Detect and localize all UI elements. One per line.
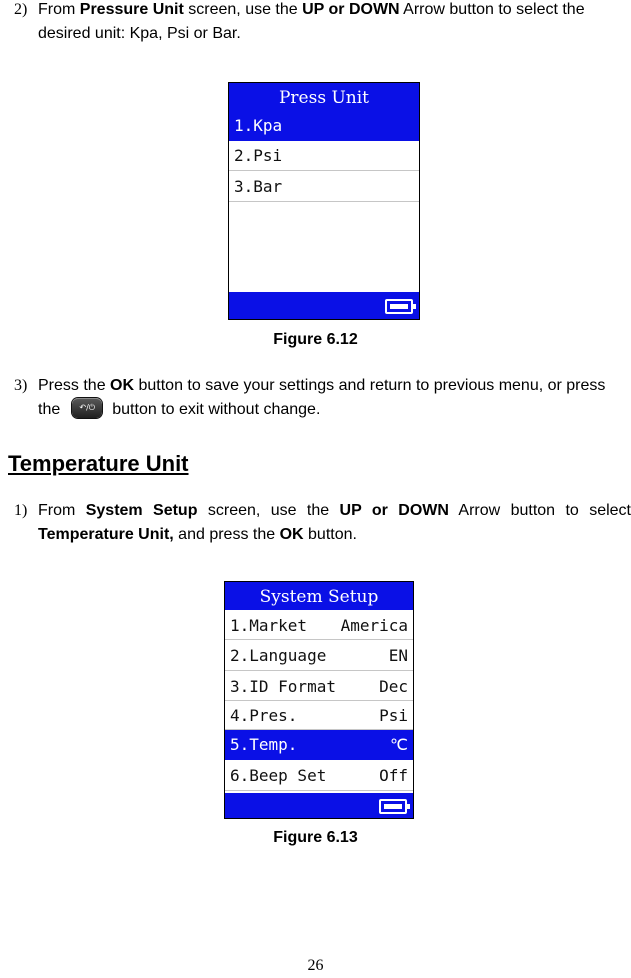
screen-title: System Setup: [225, 582, 413, 610]
screen-title: Press Unit: [229, 83, 419, 111]
text: screen, use the: [197, 502, 340, 519]
text: button to save your settings and return to previous menu, or press the: [38, 377, 606, 418]
system-setup-screen: [224, 581, 414, 819]
battery-icon: [385, 299, 413, 314]
page-number: 26: [307, 957, 324, 974]
bold-text: Temperature Unit,: [38, 526, 174, 543]
list-item-beep-set[interactable]: [225, 760, 413, 791]
text: From: [38, 1, 80, 18]
bold-text: UP or DOWN: [302, 1, 400, 18]
text: Arrow button to select the desired unit: Kpa, Psi or Bar.: [38, 1, 585, 42]
text: screen, use the: [183, 1, 303, 18]
row-value: America: [340, 616, 408, 635]
row-label: 3.ID Format: [230, 677, 336, 696]
row-value: Psi: [379, 706, 408, 725]
step-2-paragraph: [14, 0, 631, 46]
bold-text: OK: [279, 526, 304, 543]
escape-power-key-icon: ↶/⏻: [72, 398, 102, 418]
row-label: 2.Language: [230, 646, 327, 665]
bold-text: UP or DOWN: [339, 502, 449, 519]
figure-caption: Figure 6.12: [273, 331, 358, 348]
screen-footer: [229, 292, 419, 319]
text: button to exit without change.: [112, 401, 321, 418]
bold-text: Pressure Unit: [79, 1, 184, 18]
press-unit-screen: [228, 82, 420, 320]
row-value: Off: [379, 766, 408, 785]
row-label: 5.Temp.: [230, 735, 298, 754]
step-1-paragraph: [14, 499, 631, 547]
row-value: ℃: [390, 735, 408, 754]
text: From: [38, 502, 86, 519]
list-item-market[interactable]: [225, 610, 413, 640]
step-3-paragraph: [14, 374, 631, 422]
text: Arrow button to select: [448, 502, 631, 519]
figure-caption: Figure 6.13: [273, 829, 358, 846]
step-number: 3): [14, 377, 28, 394]
list-item-pressure[interactable]: [225, 701, 413, 730]
list-item-bar[interactable]: 3.Bar: [229, 171, 419, 202]
row-label: 6.Beep Set: [230, 766, 327, 785]
list-item-kpa[interactable]: 1.Kpa: [229, 111, 419, 141]
list-item-language[interactable]: [225, 640, 413, 671]
list-item-id-format[interactable]: [225, 671, 413, 701]
text: button.: [303, 526, 357, 543]
text: Press the: [38, 377, 111, 394]
row-value: Dec: [379, 677, 408, 696]
step-number: 2): [14, 1, 28, 18]
list-item-temperature[interactable]: [225, 730, 413, 760]
bold-text: OK: [110, 377, 135, 394]
screen-footer: [225, 793, 413, 818]
list-item-psi[interactable]: 2.Psi: [229, 141, 419, 171]
row-label: 1.Market: [230, 616, 308, 635]
row-label: 4.Pres.: [230, 706, 298, 725]
step-number: 1): [14, 502, 28, 519]
row-value: EN: [388, 646, 408, 665]
text: and press the: [173, 526, 280, 543]
bold-text: System Setup: [85, 502, 198, 519]
section-heading: Temperature Unit: [8, 451, 189, 476]
battery-icon: [379, 799, 407, 814]
